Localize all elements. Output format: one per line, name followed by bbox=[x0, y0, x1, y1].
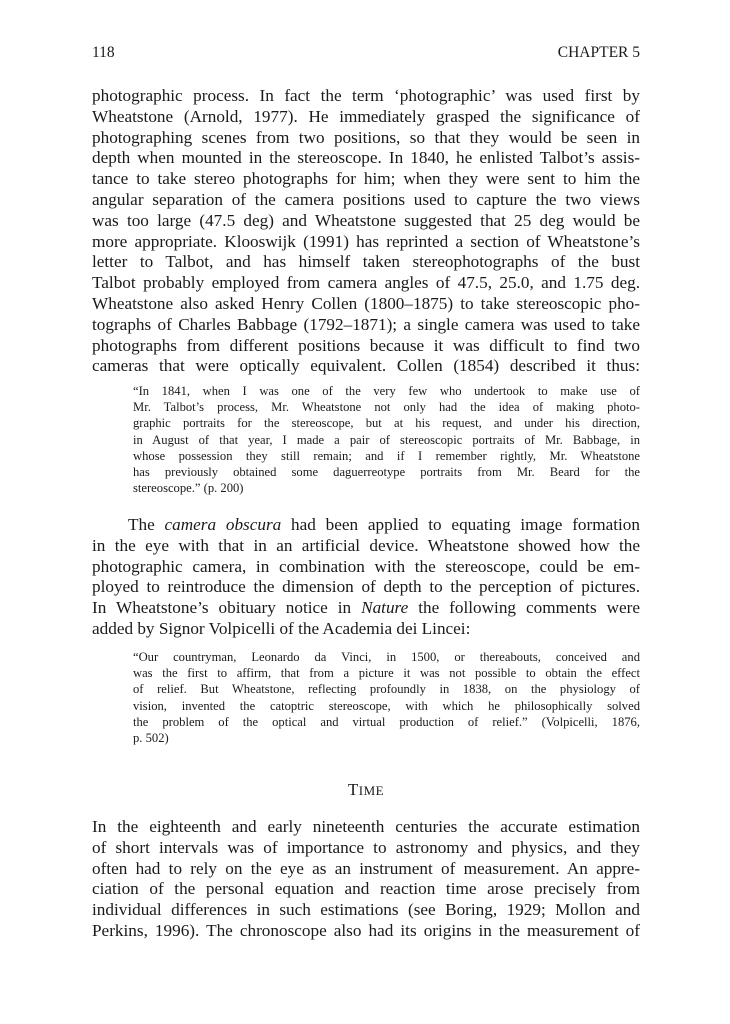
text-line: Perkins, 1996). The chronoscope also had its origins in the measurement of bbox=[92, 920, 640, 940]
quote-line: graphic portraits for the stereoscope, but at his request, and under his direction, bbox=[133, 416, 640, 431]
page-number: 118 bbox=[92, 44, 115, 61]
quote-line: of relief. But Wheatstone, reflecting profoundly in 1838, on the physiology of bbox=[133, 682, 640, 697]
quote-line: stereoscope.” (p. 200) bbox=[133, 481, 244, 496]
text-line: often had to rely on the eye as an instrument of measurement. An appre- bbox=[92, 858, 640, 878]
section-heading-time bbox=[92, 780, 640, 800]
italic-term: Nature bbox=[361, 598, 409, 618]
text-span: the following comments were bbox=[408, 598, 641, 618]
text-line: photographs from different positions because it was difficult to find two bbox=[92, 335, 640, 355]
paragraph-1 bbox=[92, 86, 640, 377]
text-line bbox=[92, 598, 640, 619]
text-line: In the eighteenth and early nineteenth centuries the accurate estimation bbox=[92, 817, 640, 836]
text-span: In Wheatstone’s obituary notice in bbox=[92, 598, 362, 618]
text-line: Wheatstone (Arnold, 1977). He immediately grasped the significance of bbox=[92, 106, 640, 126]
block-quote-volpicelli bbox=[92, 649, 640, 746]
text-line: photographic process. In fact the term ‘photographic’ was used first by bbox=[92, 86, 640, 105]
text-line: ciation of the personal equation and reaction time arose precisely from bbox=[92, 879, 640, 899]
text-line: letter to Talbot, and has himself taken stereophotographs of the bust bbox=[92, 252, 640, 272]
paragraph-2 bbox=[92, 515, 640, 640]
heading-initial: T bbox=[347, 780, 359, 799]
text-line: tance to take stereo photographs for him; when they were sent to him the bbox=[92, 169, 640, 189]
text-line: tographs of Charles Babbage (1792–1871); a single camera was used to take bbox=[92, 314, 640, 334]
text-line: was too large (47.5 deg) and Wheatstone suggested that 25 deg would be bbox=[92, 210, 640, 230]
running-head bbox=[92, 44, 640, 64]
text-line bbox=[92, 515, 640, 536]
quote-line: vision, invented the catoptric stereoscope, with which he philosophically solved bbox=[133, 698, 640, 713]
text-line: depth when mounted in the stereoscope. In 1840, he enlisted Talbot’s assis- bbox=[92, 148, 640, 168]
text-line: added by Signor Volpicelli of the Academia dei Lincei: bbox=[92, 618, 471, 638]
quote-line: has previously obtained some daguerreotype portraits from Mr. Beard for the bbox=[133, 464, 640, 479]
paragraph-3 bbox=[92, 817, 640, 942]
text-line: angular separation of the camera positions used to capture the two views bbox=[92, 189, 640, 209]
text-line: Wheatstone also asked Henry Collen (1800–1875) to take stereoscopic pho- bbox=[92, 293, 640, 313]
text-line: cameras that were optically equivalent. Collen (1854) described it thus: bbox=[92, 356, 640, 376]
quote-line: p. 502) bbox=[133, 730, 169, 745]
text-line: photographing scenes from two positions, so that they would be seen in bbox=[92, 127, 640, 147]
text-line: individual differences in such estimations (see Boring, 1929; Mollon and bbox=[92, 900, 640, 920]
text-line: ployed to reintroduce the dimension of depth to the perception of pictures. bbox=[92, 577, 640, 597]
text-span: The bbox=[128, 515, 165, 534]
quote-line: “In 1841, when I was one of the very few who undertook to make use of bbox=[133, 384, 640, 398]
text-span: had been applied to equating image formation bbox=[281, 515, 640, 534]
heading-rest: IME bbox=[358, 783, 385, 798]
quote-line: whose possession they still remain; and if I remember rightly, Mr. Wheatstone bbox=[133, 448, 640, 463]
quote-line: Mr. Talbot’s process, Mr. Wheatstone not only had the idea of making photo- bbox=[133, 400, 640, 415]
italic-term: camera obscura bbox=[164, 515, 282, 534]
chapter-label: CHAPTER 5 bbox=[557, 44, 640, 61]
quote-line: in August of that year, I made a pair of stereoscopic portraits of Mr. Babbage, in bbox=[133, 432, 640, 447]
text-line: in the eye with that in an artificial device. Wheatstone showed how the bbox=[92, 535, 640, 555]
quote-line: “Our countryman, Leonardo da Vinci, in 1500, or thereabouts, conceived and bbox=[133, 650, 640, 664]
quote-line: the problem of the optical and virtual production of relief.” (Volpicelli, 1876, bbox=[133, 714, 640, 729]
text-line: more appropriate. Klooswijk (1991) has reprinted a section of Wheatstone’s bbox=[92, 231, 640, 251]
block-quote-collen bbox=[92, 383, 640, 496]
text-line: Talbot probably employed from camera angles of 47.5, 25.0, and 1.75 deg. bbox=[92, 273, 640, 293]
quote-line: was the first to affirm, that from a picture it was not possible to obtain the effect bbox=[133, 666, 640, 681]
text-line: of short intervals was of importance to astronomy and physics, and they bbox=[92, 837, 640, 857]
text-line: photographic camera, in combination with the stereoscope, could be em- bbox=[92, 556, 640, 576]
